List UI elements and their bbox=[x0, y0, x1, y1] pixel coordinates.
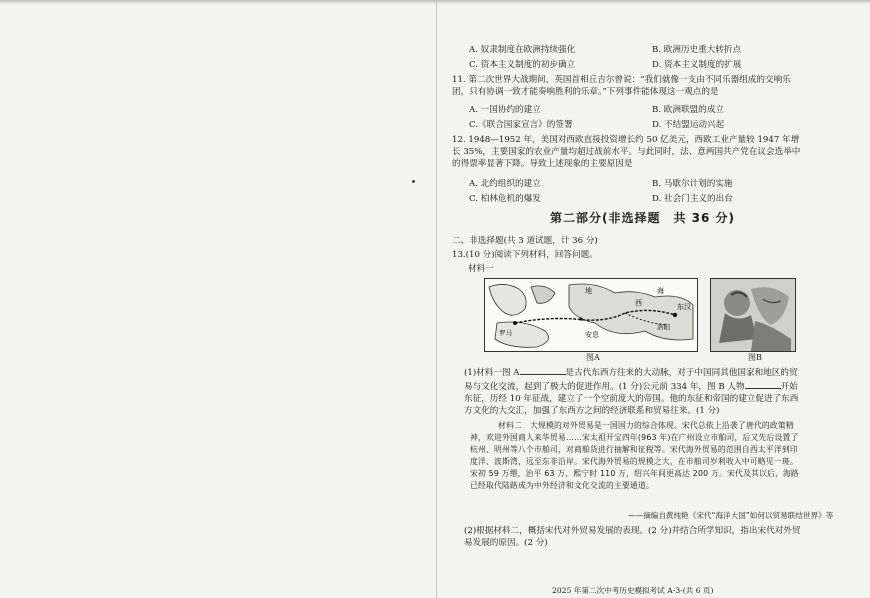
q10-option-c: C. 资本主义制度的初步确立 bbox=[469, 60, 576, 70]
q13-part1-lead: (1)材料一图 A bbox=[464, 368, 520, 378]
material2-source: ——摘编自黄纯艳《宋代“海洋大国”如何以贸易联结世界》等 bbox=[628, 511, 834, 520]
part2-subtitle: 二、非选择题(共 3 道试题，计 36 分) bbox=[452, 236, 598, 246]
page-fold-line bbox=[436, 0, 437, 598]
material2-text: 材料二 大规模的对外贸易是一国国力的综合体现。宋代总依上沿袭了唐代的政策精神，欢迎外国商人来华贸易……宋太祖开宝四年(963 年)在广州设立市舶司，后又先后设置了杭州、明州等八个市舶司，对商舶货进行抽解和征税等。宋代海外贸易的范围自西太平洋到印度洋、波斯湾，远至东非沿岸。宋代海外贸易的规模之大，在市舶司岁利收入中可略见一斑。宋初 59 万缗，治平 63 万，熙宁时 110 万，绍兴年间更高达 200 万。宋代及其以后，海路已经取代陆路成为中外经济和文化交流的主要通道。 bbox=[470, 421, 799, 490]
page-footer: 2025 年第二次中考历史模拟考试 A-3-(共 6 页) bbox=[552, 586, 714, 595]
part2-title: 第二部分(非选择题 共 36 分) bbox=[550, 211, 736, 225]
q11-option-a: A. 一国协约的建立 bbox=[469, 105, 541, 115]
q12-option-b: B. 马歇尔计划的实施 bbox=[652, 179, 733, 189]
map-label-d: 东汉 bbox=[677, 303, 691, 311]
figure-a-caption: 图A bbox=[586, 353, 600, 362]
answer-blank-1[interactable] bbox=[520, 365, 566, 375]
q11-stem: 11. 第二次世界大战期间，英国首相丘吉尔曾说：“我们就像一支由不同乐器组成的交响乐团，只有协调一致才能奏响胜利的乐章。”下列事件能体现这一观点的是 bbox=[452, 75, 791, 97]
scan-speck bbox=[412, 180, 415, 183]
q11-option-c: C.《联合国家宣言》的签署 bbox=[469, 120, 573, 130]
q11-option-b: B. 欧洲联盟的成立 bbox=[652, 105, 724, 115]
material1-label: 材料一 bbox=[468, 264, 494, 274]
q12-option-d: D. 社会门主义的出台 bbox=[652, 194, 733, 204]
map-drawing bbox=[485, 279, 697, 351]
map-label-a: 地 bbox=[585, 287, 592, 295]
q13-part2: (2)根据材料二，概括宋代对外贸易发展的表现。(2 分)并结合所学知识，指出宋代对外贸易发展的原因。(2 分) bbox=[464, 526, 801, 548]
scan-shadow bbox=[0, 0, 870, 4]
q13-part1-tail: 开始东征，历经 10 年征战，建立了一个空前庞大的帝国。他的东征和帝国的建立促进了东西方文化的大交汇，加强了东西方之间的经济联系和贸易往来。(1 分) bbox=[464, 382, 799, 416]
map-label-f: 罗马 bbox=[499, 329, 512, 337]
q10-option-a: A. 奴隶制度在欧洲持续强化 bbox=[469, 45, 576, 55]
q12-option-c: C. 柏林危机的爆发 bbox=[469, 194, 541, 204]
silk-road-map bbox=[484, 278, 698, 352]
alexander-relief-image bbox=[710, 278, 796, 352]
q10-option-d: D. 资本主义制度的扩展 bbox=[652, 60, 742, 70]
q13-part1-middle: 是古代东西方往来的大动脉，对于中国同其他国家和地区的贸易与文化交流，起到了极大的促进作用。(1 分)公元前 334 年，图 B 人物 bbox=[464, 368, 798, 392]
q13-part1 bbox=[464, 365, 804, 417]
map-label-e: 安息 bbox=[585, 331, 599, 339]
q10-option-b: B. 欧洲历史重大转折点 bbox=[652, 45, 742, 55]
relief-drawing bbox=[711, 279, 795, 351]
map-label-g: 洛阳 bbox=[657, 323, 670, 331]
figure-b-caption: 图B bbox=[748, 353, 762, 362]
q13-stem: 13.(10 分)阅读下列材料，回答问题。 bbox=[452, 250, 598, 260]
q11-option-d: D. 不结盟运动兴起 bbox=[652, 120, 725, 130]
q12-option-a: A. 北约组织的建立 bbox=[469, 179, 541, 189]
q12-stem: 12. 1948—1952 年，美国对西欧直接投资增长约 50 亿美元，西欧工业产量较 1947 年增长 35%，主要国家的农业产量均超过战前水平。与此同时，法、意两国共产党在议会选举中的得票率显著下降。导致上述现象的主要原因是 bbox=[452, 135, 801, 169]
answer-blank-2[interactable] bbox=[745, 379, 781, 389]
map-label-b: 海 bbox=[657, 287, 664, 295]
map-label-c: 西 bbox=[635, 299, 642, 307]
